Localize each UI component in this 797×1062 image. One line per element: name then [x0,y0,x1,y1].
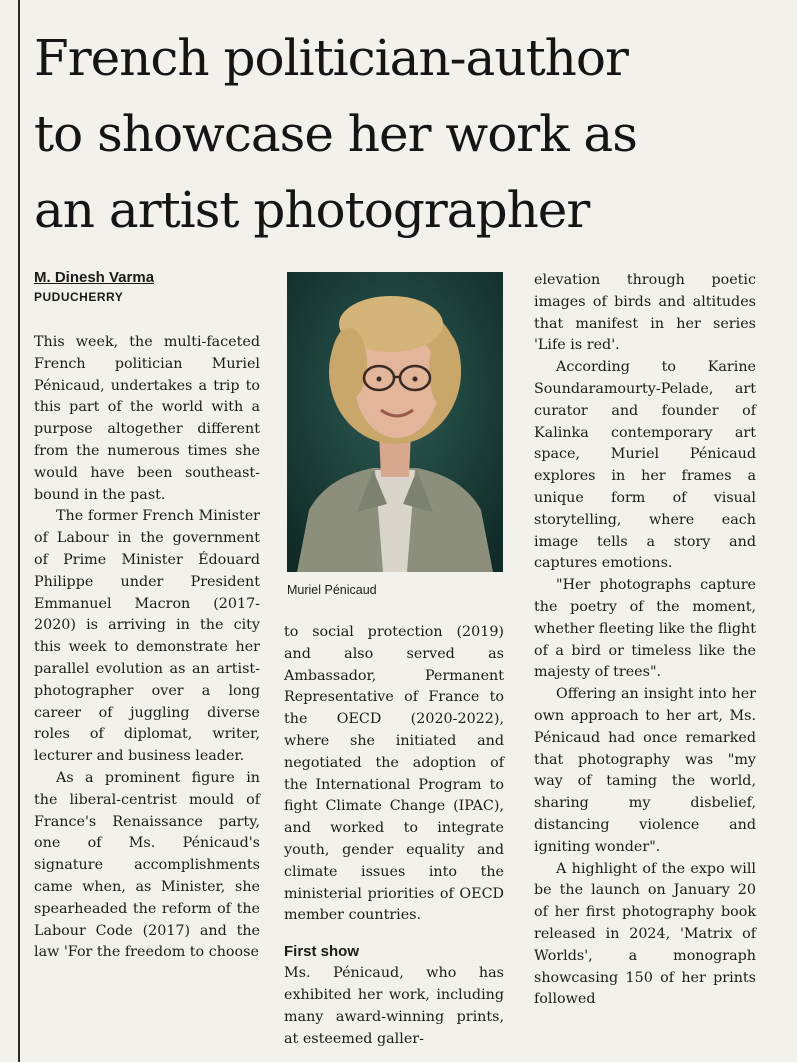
section-subhead: First show [284,943,360,961]
photo-caption: Muriel Pénicaud [287,583,377,597]
paragraph: to social protection (2019) and also served as Ambassador, Permanent Representative of France to the OECD (2020-2022), where she initiated and negotiated the adoption of the International Program to fight Climate Change (IPAC), and worked to integrate youth, gender equality and climate issues into the ministerial priorities of OECD member countries. [284,624,504,924]
headline-line-3: an artist photographer [34,181,590,239]
article-column-3 [534,270,756,1011]
paragraph: A highlight of the expo will be the launch on January 20 of her first photography book released in 2024, 'Matrix of Worlds', a monograph showcasing 150 of her prints followed [534,860,756,1008]
headline-line-1: French politician-author [34,29,628,87]
dateline: PUDUCHERRY [34,290,124,304]
author-name: M. Dinesh Varma [34,269,155,286]
paragraph: elevation through poetic images of birds and altitudes that manifest in her series 'Life is red'. [534,272,756,354]
paragraph: "Her photographs capture the poetry of the moment, whether fleeting like the flight of a bird or timeless like the majesty of trees". [534,577,756,681]
paragraph: Offering an insight into her own approach to her art, Ms. Pénicaud had once remarked that photography was "my way of taming the world, sharing my disbelief, distancing violence and igniting wonder". [534,686,756,855]
article-column-2 [284,622,504,1050]
paragraph: This week, the multi-faceted French politician Muriel Pénicaud, undertakes a trip to this part of the world with a purpose altogether different from the numerous times she would have been southeast-bound in the past. [34,334,260,503]
column-rule [18,0,20,1062]
headline [34,20,764,248]
paragraph: Ms. Pénicaud, who has exhibited her work, including many award-winning prints, at esteemed galler- [284,965,504,1047]
paragraph: As a prominent figure in the liberal-centrist mould of France's Renaissance party, one of Ms. Pénicaud's signature accomplishments came when, as Minister, she spearheaded the reform of the Labour Code (2017) and the law 'For the freedom to choose [34,769,260,961]
paragraph: The former French Minister of Labour in the government of Prime Minister Édouard Philippe under President Emmanuel Macron (2017-2020) is arriving in the city this week to demonstrate her parallel evolution as an artist-photographer over a long career of juggling diverse roles of diplomat, writer, lecturer and business leader. [34,508,260,765]
headline-line-2: to showcase her work as [34,105,637,163]
portrait-illustration [287,272,503,572]
byline [34,268,264,306]
article-column-1 [34,332,260,964]
paragraph: According to Karine Soundaramourty-Pelade, art curator and founder of Kalinka contemporary art space, Muriel Pénicaud explores in her frames a unique form of visual storytelling, where each image tells a story and captures emotions. [534,359,756,572]
portrait-photo [287,272,503,572]
